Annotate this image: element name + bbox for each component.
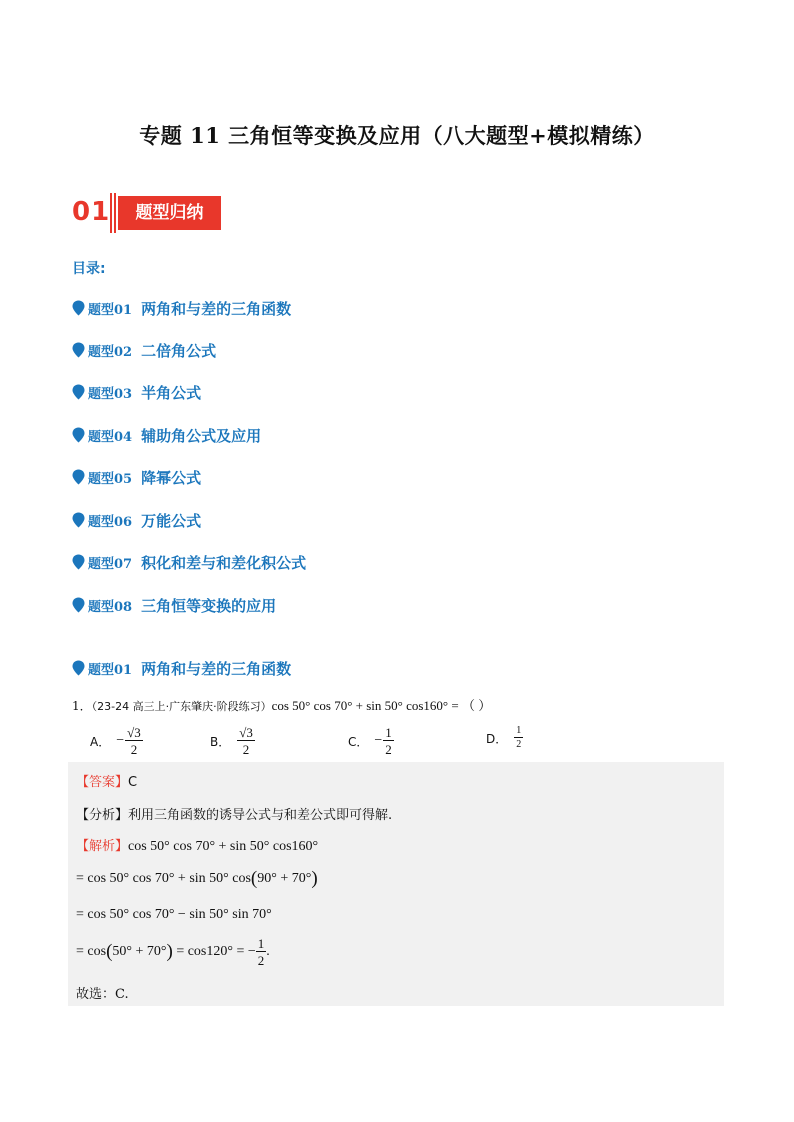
section-number: 01 [72,197,111,227]
document-title: 专题 11 三角恒等变换及应用（八大题型+模拟精练） [139,123,655,148]
open-paren: ( [250,868,258,889]
solution-line-1 [76,835,318,855]
answer-value: C [128,775,138,790]
section-divider [110,193,116,233]
toc-item-5[interactable] [72,466,201,488]
location-pin-icon [72,384,85,400]
option-fraction [514,726,523,750]
option-letter: C． [348,734,369,749]
option-d[interactable] [486,726,523,750]
toc-item-title: 两角和与差的三角函数 [141,299,292,318]
option-sign: − [116,733,125,748]
conclusion-line: 故选：C. [76,987,129,1002]
question-expression: cos 50° cos 70° + sin 50° cos160° = （ ） [271,698,492,713]
answer-line [76,771,137,790]
option-letter: B． [210,734,231,749]
toc-item-title: 降幂公式 [141,468,202,487]
fraction-numerator: √3 [239,725,253,740]
location-pin-icon [72,342,85,358]
period: . [266,944,270,959]
option-a[interactable] [90,726,143,756]
toc-item-4[interactable] [72,424,261,446]
location-pin-icon [72,469,85,485]
toc-item-label: 题型08 [88,599,133,615]
section-label: 题型归纳 [118,196,221,230]
solution-step-4-inner: 50° + 70° [112,944,167,959]
question-source: （23-24 高三上·广东肇庆·阶段练习） [91,700,272,713]
toc-item-6[interactable] [72,509,201,531]
toc-item-title: 半角公式 [141,383,202,402]
toc-item-7[interactable] [72,551,306,573]
close-paren: ) [311,868,318,889]
toc-item-label: 题型06 [88,514,133,530]
toc-heading: 目录: [72,261,106,277]
option-b[interactable] [210,726,255,756]
toc-item-label: 题型07 [88,556,133,572]
location-pin-icon [72,427,85,443]
answer-panel [68,762,724,1006]
option-fraction [125,726,143,756]
fraction-denominator: 2 [385,742,392,757]
solution-step-4-left: = cos [76,944,107,959]
location-pin-icon [72,597,85,613]
toc-item-8[interactable] [72,594,276,616]
fraction-numerator: √3 [127,725,141,740]
solution-tag: 【解析】 [76,839,129,854]
toc-item-title: 万能公式 [141,511,202,530]
toc-item-title: 三角恒等变换的应用 [141,596,277,615]
type-heading [72,657,291,679]
fraction-numerator: 1 [516,725,522,736]
result-fraction [256,937,267,967]
location-pin-icon [72,512,85,528]
location-pin-icon [72,660,85,676]
option-c[interactable] [348,726,394,756]
analysis-line [76,804,392,823]
fraction-denominator: 2 [257,953,265,968]
fraction-numerator: 1 [257,936,265,951]
toc-item-label: 题型02 [88,344,133,360]
toc-item-3[interactable] [72,381,201,403]
solution-line-4 [76,937,270,967]
question-stem [72,695,491,714]
answer-tag: 【答案】 [76,775,129,790]
close-paren: ) [166,941,173,962]
option-sign: − [374,733,383,748]
type-heading-label: 题型01 [88,662,133,678]
option-letter: A． [90,734,111,749]
solution-line-2 [76,868,318,890]
solution-step-2-inner: 90° + 70° [257,871,312,886]
toc-item-label: 题型01 [88,302,133,318]
open-paren: ( [106,941,113,962]
fraction-numerator: 1 [385,725,392,740]
analysis-text: 利用三角函数的诱导公式与和差公式即可得解. [128,808,393,823]
analysis-tag: 【分析】 [76,808,129,823]
option-fraction [237,726,255,756]
type-heading-title: 两角和与差的三角函数 [141,659,292,678]
location-pin-icon [72,300,85,316]
solution-step-2-left: = cos 50° cos 70° + sin 50° cos [76,871,251,886]
location-pin-icon [72,554,85,570]
toc-item-label: 题型03 [88,386,133,402]
fraction-denominator: 2 [130,742,138,757]
toc-item-label: 题型04 [88,429,133,445]
solution-step-1: cos 50° cos 70° + sin 50° cos160° [128,839,319,854]
solution-step-4-right: = cos120° = − [172,944,256,959]
option-fraction [383,726,394,756]
toc-item-label: 题型05 [88,471,133,487]
option-letter: D． [486,731,508,746]
toc-item-title: 辅助角公式及应用 [141,426,262,445]
fraction-denominator: 2 [516,739,522,750]
toc-item-title: 二倍角公式 [141,341,217,360]
fraction-denominator: 2 [242,742,250,757]
solution-step-3: = cos 50° cos 70° − sin 50° sin 70° [76,907,272,922]
solution-line-3 [76,907,272,923]
toc-item-1[interactable] [72,297,291,319]
question-number: 1． [72,699,92,713]
toc-item-title: 积化和差与和差化积公式 [141,553,307,572]
toc-item-2[interactable] [72,339,216,361]
